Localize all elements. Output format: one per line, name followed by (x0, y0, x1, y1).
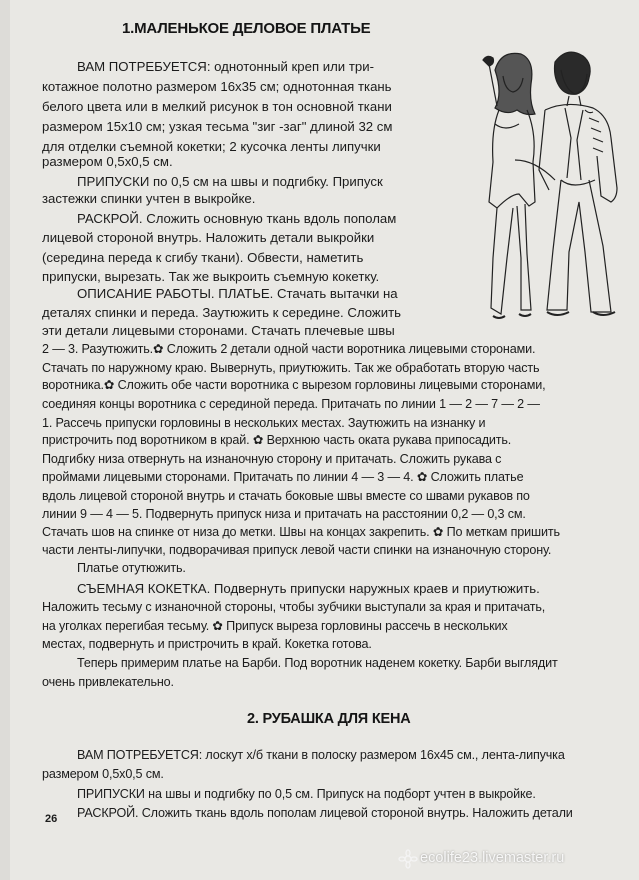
section2-title: 2. РУБАШКА ДЛЯ КЕНА (247, 711, 411, 727)
text-line: размером 0,5х0,5 см. (42, 154, 173, 169)
text-line: Стачать по наружному краю. Вывернуть, приутюжить. Так же обработать вторую часть (42, 361, 540, 375)
text-line: Наложить тесьму с изнаночной стороны, чтобы зубчики выступали за края и притачать, (42, 600, 546, 614)
text-line: припуски, вырезать. Так же выкроить съемную кокетку. (42, 269, 380, 284)
text-line: очень привлекательно. (42, 675, 174, 689)
text-line: на уголках перегибая тесьму. ✿ Припуск выреза горловины рассечь в нескольких (42, 619, 508, 633)
text-line: СЪЕМНАЯ КОКЕТКА. Подвернуть припуски наружных краев и приутюжить. (77, 581, 540, 596)
text-line: ПРИПУСКИ на швы и подгибку по 0,5 см. Припуск на подборт учтен в выкройке. (77, 787, 536, 801)
text-line: размером 0,5х0,5 см. (42, 767, 164, 781)
text-line: части ленты-липучки, подворачивая припуск левой части спинки на изнаночную сторону. (42, 543, 552, 557)
text-line: РАСКРОЙ. Сложить ткань вдоль пополам лицевой стороной внутрь. Наложить детали (77, 806, 573, 820)
text-line: белого цвета или в мелкий рисунок в тон основной ткани (42, 99, 392, 114)
text-line: Стачать шов на спинке от низа до метки. Швы на концах закрепить. ✿ По меткам пришить (42, 525, 560, 539)
text-line: воротника.✿ Сложить обе части воротника с вырезом горловины лицевыми сторонами, (42, 378, 546, 392)
text-line: 1. Рассечь припуски горловины в нескольких местах. Заутюжить на изнанку и (42, 416, 486, 430)
text-line: местах, подвернуть и пристрочить в край. Кокетка готова. (42, 637, 372, 651)
text-line: линии 9 — 4 — 5. Подвернуть припуск низа и притачать на расстоянии 0,2 — 0,3 см. (42, 507, 526, 521)
page-number: 26 (45, 813, 58, 825)
text-line: ПРИПУСКИ по 0,5 см на швы и подгибку. Припуск (77, 174, 383, 189)
flower-logo-icon (398, 849, 418, 869)
text-line: котажное полотно размером 16х35 см; однотонная ткань (42, 79, 392, 94)
text-line: Платье отутюжить. (77, 561, 186, 575)
text-line: вдоль лицевой стороной внутрь и стачать боковые швы вместе со швами рукавов по (42, 489, 530, 503)
text-line: для отделки съемной кокетки; 2 кусочка ленты липучки (42, 139, 381, 154)
text-line: РАСКРОЙ. Сложить основную ткань вдоль пополам (77, 211, 397, 226)
book-page (10, 0, 639, 880)
text-line: ОПИСАНИЕ РАБОТЫ. ПЛАТЬЕ. Стачать вытачки на (77, 286, 398, 301)
section1-title: 1.МАЛЕНЬКОЕ ДЕЛОВОЕ ПЛАТЬЕ (122, 20, 371, 37)
text-line: соединяя концы воротника с серединой переда. Притачать по линии 1 — 2 — 7 — 2 — (42, 397, 540, 411)
text-line: деталях спинки и переда. Заутюжить к середине. Сложить (42, 305, 402, 320)
watermark-text: ecolife23.livemaster.ru (420, 850, 565, 866)
text-line: размером 15х10 см; узкая тесьма "зиг -заг" длиной 32 см (42, 119, 393, 134)
text-line: лицевой стороной внутрь. Наложить детали выкройки (42, 230, 375, 245)
text-line: застежки спинки учтен в выкройке. (42, 191, 256, 206)
barbie-ken-couple-illustration (465, 40, 639, 325)
text-line: (середина переда к сгибу ткани). Обвести, наметить (42, 250, 364, 265)
text-line: пристрочить под воротником в край. ✿ Верхнюю часть оката рукава припосадить. (42, 433, 512, 447)
text-line: Подгибку низа отвернуть на изнаночную сторону и притачать. Сложить рукава с (42, 452, 502, 466)
text-line: Теперь примерим платье на Барби. Под воротник наденем кокетку. Барби выглядит (77, 656, 558, 670)
text-line: 2 — 3. Разутюжить.✿ Сложить 2 детали одной части воротника лицевыми сторонами. (42, 342, 536, 356)
text-line: ВАМ ПОТРЕБУЕТСЯ: однотонный креп или три- (77, 59, 374, 74)
text-line: проймами лицевыми сторонами. Притачать по линии 4 — 3 — 4. ✿ Сложить платье (42, 470, 524, 484)
text-line: ВАМ ПОТРЕБУЕТСЯ: лоскут х/б ткани в полоску размером 16х45 см., лента-липучка (77, 748, 565, 762)
text-line: эти детали лицевыми сторонами. Стачать плечевые швы (42, 323, 395, 338)
